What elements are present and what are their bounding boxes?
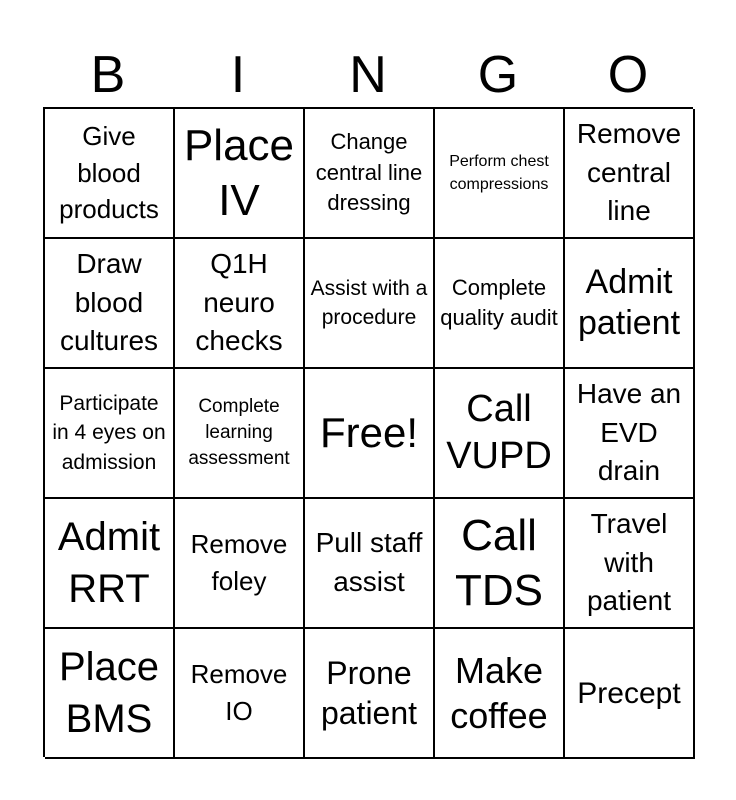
bingo-cell[interactable] [435,109,565,239]
cell-label: Give blood products [59,120,159,225]
header-letter-n: N [349,46,387,104]
bingo-cell[interactable] [305,239,435,369]
bingo-header [43,44,693,106]
cell-label: Assist with a procedure [310,276,428,329]
cell-label: Make coffee [450,650,548,736]
bingo-cell[interactable] [305,629,435,759]
bingo-cell[interactable] [565,629,695,759]
cell-label: Place BMS [58,645,160,741]
bingo-cell[interactable] [45,239,175,369]
cell-label: Call VUPD [446,387,552,477]
bingo-cell[interactable] [305,499,435,629]
bingo-cell[interactable] [45,629,175,759]
header-letter-i: I [230,46,246,104]
bingo-cell[interactable] [565,109,695,239]
header-letter-b: B [90,46,126,104]
cell-label: Draw blood cultures [59,248,159,357]
bingo-cell[interactable] [435,499,565,629]
bingo-cell[interactable] [175,499,305,629]
cell-label: Change central line dressing [315,129,423,216]
cell-label: Free! [319,408,419,456]
bingo-cell free-space[interactable] [305,369,435,499]
bingo-cell[interactable] [45,499,175,629]
bingo-cell[interactable] [435,369,565,499]
bingo-cell[interactable] [45,369,175,499]
bingo-cell[interactable] [565,369,695,499]
bingo-board [43,107,693,757]
cell-label: Place IV [183,121,295,225]
cell-label: Admit patient [577,262,681,342]
bingo-cell[interactable] [175,629,305,759]
bingo-cell[interactable] [175,369,305,499]
cell-label: Perform chest compressions [449,152,549,193]
cell-label: Call TDS [455,511,543,615]
cell-label: Remove foley [190,529,288,596]
cell-label: Pull staff assist [315,527,423,597]
bingo-cell[interactable] [565,239,695,369]
header-letter-o: O [607,46,649,104]
bingo-cell[interactable] [175,109,305,239]
cell-label: Precept [577,676,681,710]
cell-label: Remove central line [576,118,682,227]
bingo-cell[interactable] [175,239,305,369]
cell-label: Admit RRT [57,515,161,611]
cell-label: Complete learning assessment [188,395,290,470]
cell-label: Q1H neuro checks [195,248,283,357]
cell-label: Prone patient [320,655,418,731]
cell-label: Remove IO [190,659,288,726]
cell-label: Have an EVD drain [576,378,682,487]
bingo-cell[interactable] [305,109,435,239]
cell-label: Travel with patient [586,508,672,617]
cell-label: Participate in 4 eyes on admission [52,391,166,474]
bingo-cell[interactable] [565,499,695,629]
bingo-cell[interactable] [435,629,565,759]
bingo-cell[interactable] [435,239,565,369]
bingo-cell[interactable] [45,109,175,239]
cell-label: Complete quality audit [440,274,558,330]
header-letter-g: G [477,46,519,104]
